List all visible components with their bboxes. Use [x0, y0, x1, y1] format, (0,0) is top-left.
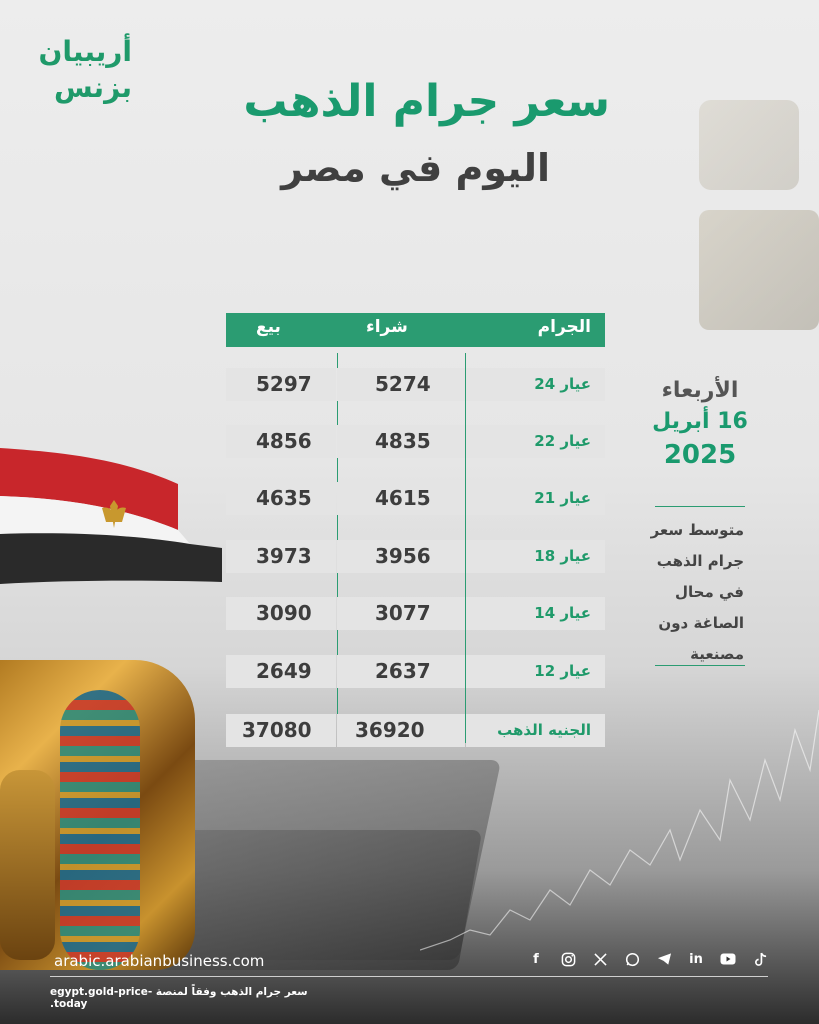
gram-label: عيار 24 [534, 375, 591, 393]
source-credit: سعر جرام الذهب وفقاً لمنصة egypt.gold-price-today. [50, 986, 308, 1010]
gram-label: عيار 21 [534, 489, 591, 507]
sell-price: 2649 [256, 659, 312, 683]
buy-price: 2637 [375, 659, 431, 683]
header-sell: بيع [256, 317, 281, 337]
bracelet-detail [60, 690, 140, 970]
facebook-icon[interactable]: f [533, 951, 539, 967]
gold-bar-background [699, 210, 819, 330]
linkedin-icon[interactable]: in [689, 951, 703, 967]
divider [655, 506, 745, 507]
sell-price: 4635 [256, 486, 312, 510]
sell-price: 37080 [242, 718, 312, 742]
table-row [226, 482, 605, 515]
logo-line-1: أريبيان [38, 35, 132, 68]
gram-label: عيار 18 [534, 547, 591, 565]
gram-label: عيار 14 [534, 604, 591, 622]
tiktok-icon[interactable] [751, 950, 769, 968]
page-subtitle: اليوم في مصر [281, 146, 550, 190]
buy-price: 36920 [355, 718, 425, 742]
buy-price: 4615 [375, 486, 431, 510]
table-row [226, 714, 605, 747]
sell-price: 5297 [256, 372, 312, 396]
header-gram: الجرام [537, 317, 591, 337]
header-buy: شراء [366, 317, 408, 337]
table-row [226, 655, 605, 688]
buy-price: 5274 [375, 372, 431, 396]
gram-label: عيار 12 [534, 662, 591, 680]
sell-price: 3090 [256, 601, 312, 625]
gram-label: الجنيه الذهب [497, 721, 591, 739]
whatsapp-icon[interactable] [623, 950, 641, 968]
table-header [226, 313, 605, 347]
table-row [226, 368, 605, 401]
telegram-icon[interactable] [655, 950, 673, 968]
youtube-icon[interactable] [719, 950, 737, 968]
buy-price: 3956 [375, 544, 431, 568]
buy-price: 3077 [375, 601, 431, 625]
gram-label: عيار 22 [534, 432, 591, 450]
weekday: الأربعاء [661, 378, 739, 403]
arabian-business-logo [40, 34, 132, 112]
date-panel [652, 378, 748, 470]
logo-line-2: بزنس [53, 71, 132, 104]
buy-price: 4835 [375, 429, 431, 453]
sell-price: 3973 [256, 544, 312, 568]
sell-price: 4856 [256, 429, 312, 453]
date-label: 16 أبريل [652, 409, 748, 434]
divider [655, 665, 745, 666]
bracelet-detail [0, 770, 55, 960]
egypt-flag-image [0, 448, 222, 586]
table-row [226, 425, 605, 458]
year-label: 2025 [663, 440, 737, 470]
gold-bar-background [699, 100, 799, 190]
footer-divider [50, 976, 768, 977]
instagram-icon[interactable] [559, 950, 577, 968]
page-title: سعر جرام الذهب [243, 76, 610, 127]
table-row [226, 597, 605, 630]
table-row [226, 540, 605, 573]
x-icon[interactable] [591, 950, 609, 968]
website-link[interactable]: arabic.arabianbusiness.com [54, 952, 265, 970]
price-note: متوسط سعر جرام الذهب في محال الصاغة دون مصنعية [650, 521, 744, 663]
